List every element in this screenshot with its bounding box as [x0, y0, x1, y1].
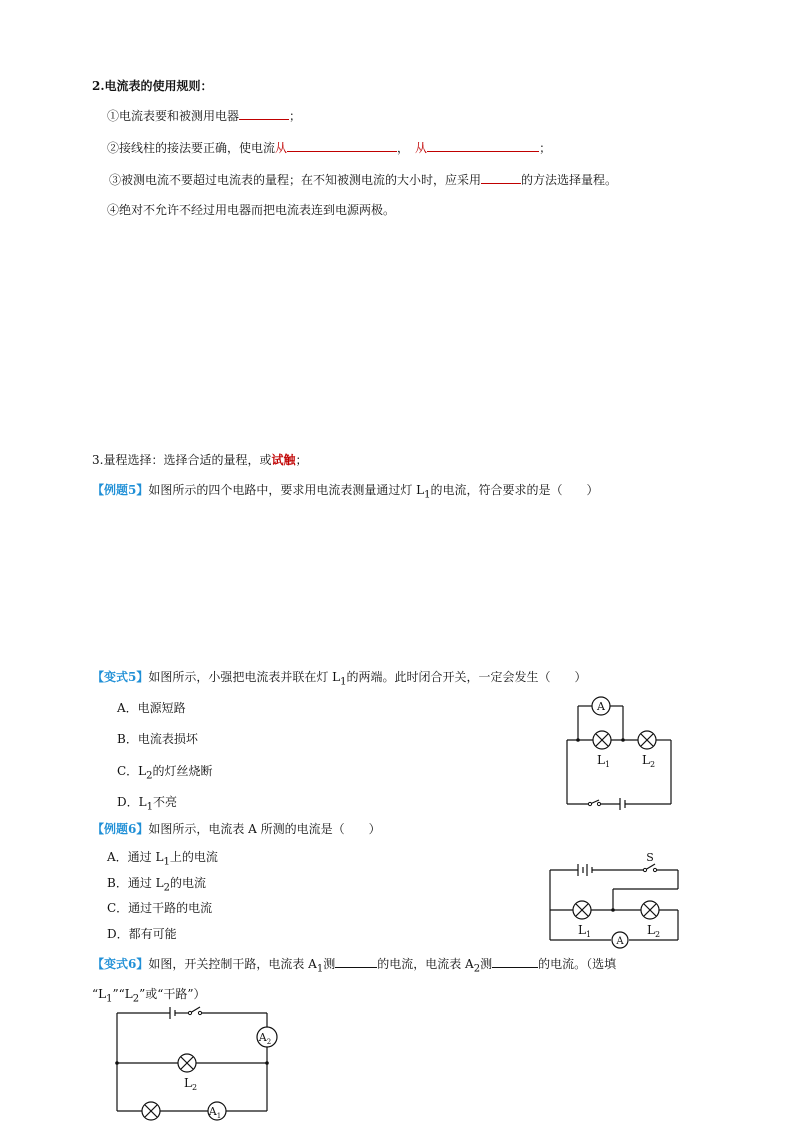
rule-2-from-1: 从	[275, 141, 288, 155]
variant-5-option-d-sub: 1	[146, 801, 153, 813]
rule-2	[107, 139, 551, 156]
variant-6-text-c: 的电流，电流表 A	[377, 957, 474, 971]
variant-5-text-a: 如图所示，小强把电流表并联在灯 L	[148, 670, 341, 684]
variant-5-option-c[interactable]	[117, 763, 213, 784]
variant-5-text-b: 的两端。此时闭合开关，一定会发生（ ）	[346, 670, 587, 684]
example-6-question	[92, 821, 381, 837]
example-5-tag: 【例题5】	[92, 483, 149, 497]
variant-6-blank-1[interactable]	[335, 955, 377, 968]
variant-6-ammeter-1	[208, 1102, 226, 1120]
range-line	[92, 452, 307, 468]
example-6-tag: 【例题6】	[92, 822, 149, 836]
example-6-option-d[interactable]: D．都有可能	[107, 927, 177, 941]
variant-5-option-c-sub: 2	[146, 770, 153, 782]
example-6-ammeter-label: A	[616, 936, 624, 947]
example-6-option-b-a: B．通过 L	[107, 876, 164, 890]
variant-5-option-b[interactable]: B．电流表损坏	[117, 732, 198, 746]
rule-1	[107, 107, 301, 124]
variant-6-blank-2[interactable]	[492, 955, 538, 968]
example-6-lamp-2-label: $L_2$	[647, 923, 661, 939]
variant-5-option-c-b: 的灯丝烧断	[152, 764, 213, 778]
range-text: 3.量程选择：选择合适的量程，或	[92, 453, 272, 467]
variant-5-option-d-b: 不亮	[152, 795, 177, 809]
variant-5-lamp-2	[638, 731, 656, 749]
example-6-option-c[interactable]: C．通过干路的电流	[107, 901, 213, 915]
rule-3-end: 的方法选择量程。	[521, 173, 618, 187]
variant-6-lamp-2	[178, 1054, 196, 1072]
rule-2-from-2: 从	[415, 141, 428, 155]
range-end: ；	[295, 453, 308, 467]
variant-6-line-2-c: ”或“干路”）	[139, 987, 206, 1001]
example-6-option-a-a: A．通过 L	[107, 850, 164, 864]
variant-6-sub-2: 2	[473, 963, 481, 975]
variant-6-ammeter-2	[257, 1027, 277, 1047]
variant-5-option-d[interactable]	[117, 794, 177, 815]
example-6-lamp-1-label: $L_1$	[578, 923, 592, 939]
variant-5-ammeter	[592, 697, 610, 715]
example-6-option-a-sub: 1	[163, 856, 170, 868]
variant-5-option-a[interactable]: A．电源短路	[117, 701, 186, 715]
variant-5-ammeter-label: A	[597, 700, 605, 713]
variant-6-tag: 【变式6】	[92, 957, 149, 971]
example-6-option-a-b: 上的电流	[169, 850, 218, 864]
variant-6-ammeter-1-label: $A_1$	[208, 1105, 222, 1120]
variant-5-question	[92, 669, 587, 690]
example-6-text: 如图所示，电流表 A 所测的电流是（ ）	[148, 822, 381, 836]
variant-5-option-c-a: C．L	[117, 764, 147, 778]
rules-title: 2.电流表的使用规则：	[92, 79, 213, 93]
variant-6-sub-1: 1	[316, 963, 324, 975]
variant-5-tag: 【变式5】	[92, 670, 149, 684]
range-highlight: 试触	[271, 453, 296, 467]
example-5-question	[92, 482, 599, 503]
example-6-option-b-sub: 2	[163, 882, 170, 894]
example-6-ammeter	[612, 932, 628, 948]
rule-3-blank[interactable]	[481, 171, 521, 184]
rule-2-end: ；	[539, 141, 552, 155]
variant-6-text-b: 测	[323, 957, 336, 971]
variant-6-ammeter-2-label: $A_2$	[258, 1031, 272, 1046]
variant-6-line-2-b: ”“L	[112, 987, 133, 1001]
variant-6-circuit	[110, 1003, 285, 1123]
example-6-switch-label: S	[646, 851, 654, 864]
variant-6-text-a: 如图，开关控制干路，电流表 A	[148, 957, 317, 971]
variant-5-sub: 1	[340, 676, 347, 688]
variant-6-question	[92, 955, 616, 977]
variant-5-lamp-2-label: $L_2$	[642, 753, 656, 769]
variant-5-circuit	[560, 690, 680, 810]
variant-5-option-d-a: D．L	[117, 795, 147, 809]
variant-5-lamp-1-label: $L_1$	[597, 753, 611, 769]
example-5-text-b: 的电流，符合要求的是（ ）	[430, 483, 599, 497]
rule-2-blank-1[interactable]	[287, 139, 397, 152]
rule-1-text: ①电流表要和被测用电器	[107, 109, 240, 123]
variant-6-text-e: 的电流。（选填	[538, 957, 617, 971]
rule-2-comma: ，	[397, 141, 410, 155]
variant-6-text-d: 测	[480, 957, 493, 971]
example-6-option-b-b: 的电流	[169, 876, 206, 890]
example-6-circuit	[545, 850, 685, 952]
example-6-lamp-1	[573, 901, 591, 919]
variant-6-line-2-sub-1: 1	[106, 993, 113, 1005]
rule-1-end: ；	[289, 109, 302, 123]
variant-6-line-2-sub-2: 2	[132, 993, 140, 1005]
variant-6-lamp-2-label: $L_2$	[184, 1076, 198, 1092]
rule-3-text: ③被测电流不要超过电流表的量程；在不知被测电流的大小时，应采用	[109, 173, 482, 187]
example-6-option-b[interactable]	[107, 875, 206, 896]
rule-1-blank[interactable]	[239, 107, 289, 120]
variant-6-lamp-1	[142, 1102, 160, 1120]
example-5-sub: 1	[424, 489, 431, 501]
example-6-lamp-2	[641, 901, 659, 919]
rule-2-text: ②接线柱的接法要正确，使电流	[107, 141, 276, 155]
rule-4: ④绝对不允许不经过用电器而把电流表连到电源两极。	[107, 203, 396, 217]
example-6-option-a[interactable]	[107, 849, 218, 870]
rule-2-blank-2[interactable]	[427, 139, 539, 152]
variant-5-lamp-1	[593, 731, 611, 749]
example-5-text-a: 如图所示的四个电路中，要求用电流表测量通过灯 L	[148, 483, 425, 497]
rule-3	[109, 171, 617, 188]
variant-6-line-2-a: “L	[92, 987, 107, 1001]
